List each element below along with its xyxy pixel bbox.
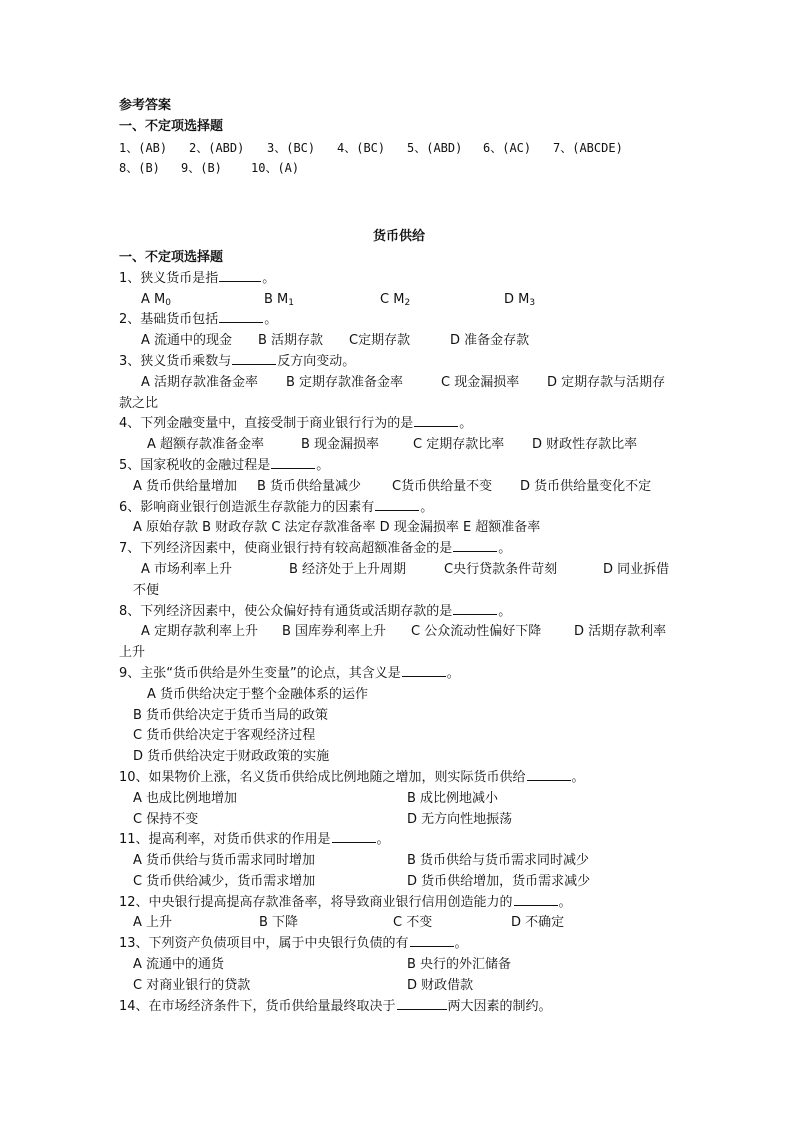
question-13-options-2 <box>119 976 679 997</box>
option-c: C 对商业银行的贷款 <box>133 977 251 993</box>
question-10: 10、如果物价上涨，名义货币供给成比例地随之增加，则实际货币供给 。 <box>119 769 585 785</box>
answer-item: 7、(ABCDE) <box>553 140 623 155</box>
question-10-options-2 <box>119 810 679 831</box>
answer-blank <box>332 830 376 843</box>
option-d: D 财政性存款比率 <box>532 437 638 453</box>
option-d: D 定期存款与活期存 <box>547 374 666 390</box>
option-d: D 同业拆借 <box>603 561 670 577</box>
question-2: 2、基础货币包括 。 <box>119 312 278 328</box>
question-14: 14、在市场经济条件下，货币供给量最终取决于 两大因素的制约。 <box>119 998 552 1014</box>
question-5-options <box>119 477 679 498</box>
question-2-options <box>119 331 679 352</box>
option-d: D 无方向性地振荡 <box>407 811 513 827</box>
option-a: A 也成比例地增加 <box>133 790 238 806</box>
option-b: B 货币供给决定于货币当局的政策 <box>133 707 329 723</box>
answer-item: 9、(B) <box>181 161 222 176</box>
answer-blank <box>271 456 315 469</box>
answer-item: 8、(B) <box>119 161 160 176</box>
option-c: C 货币供给决定于客观经济过程 <box>133 728 316 744</box>
option-c: C 定期存款比率 <box>413 437 505 453</box>
question-7: 7、下列经济因素中，使商业银行持有较高超额准备金的是 。 <box>119 541 512 557</box>
question-7-options <box>119 560 679 581</box>
option-b: B 货币供给与货币需求同时减少 <box>407 853 590 869</box>
answer-item: 5、(ABD) <box>407 140 463 155</box>
answer-item: 2、(ABD) <box>189 140 245 155</box>
answer-item: 3、(BC) <box>267 140 316 155</box>
answer-blank <box>375 498 419 511</box>
answers-section: 一、不定项选择题 <box>119 118 224 134</box>
chapter-section: 一、不定项选择题 <box>119 249 224 265</box>
option-d: D 财政借款 <box>407 977 474 993</box>
question-11: 11、提高利率，对货币供求的作用是 。 <box>119 832 390 848</box>
answer-blank <box>453 602 497 615</box>
option-b: B 国库券利率上升 <box>282 624 387 640</box>
option-c: C $M_2$ <box>380 291 411 308</box>
question-9: 9、主张“货币供给是外生变量”的论点，其含义是 。 <box>119 665 460 681</box>
option-b: B 央行的外汇储备 <box>407 957 512 973</box>
answer-blank <box>219 310 263 323</box>
answer-blank <box>397 997 447 1010</box>
option-d: D 货币供给量变化不定 <box>520 478 652 494</box>
answer-blank <box>402 664 446 677</box>
question-8-continuation: 上升 <box>119 645 146 661</box>
question-4-options <box>119 435 679 456</box>
option-d: D 不确定 <box>511 915 565 931</box>
option-b: B 下降 <box>259 915 299 931</box>
question-3-continuation: 款之比 <box>119 395 159 411</box>
option-d: D 货币供给决定于财政政策的实施 <box>133 749 330 765</box>
question-11-options-2 <box>119 872 679 893</box>
question-1-options <box>119 290 679 311</box>
question-13-options-1 <box>119 955 679 976</box>
option-c: C 不变 <box>393 915 433 931</box>
question-10-options-1 <box>119 789 679 810</box>
option-a: A 上升 <box>133 915 173 931</box>
option-a: A 流通中的通货 <box>133 957 225 973</box>
question-8: 8、下列经济因素中，使公众偏好持有通货或活期存款的是 。 <box>119 603 512 619</box>
option-b: B 定期存款准备金率 <box>286 374 404 390</box>
question-8-options <box>119 622 679 643</box>
answer-item: 6、(AC) <box>483 140 532 155</box>
option-b: B 经济处于上升周期 <box>289 561 407 577</box>
answer-blank <box>219 269 261 282</box>
question-3: 3、狭义货币乘数与 反方向变动。 <box>119 353 356 369</box>
answers-title: 参考答案 <box>119 98 172 113</box>
option-a: A 市场利率上升 <box>141 561 233 577</box>
option-c: C 公众流动性偏好下降 <box>411 624 542 640</box>
answer-blank <box>410 934 454 947</box>
answers-row-1 <box>119 138 679 159</box>
option-a: A 流通中的现金 <box>141 333 233 349</box>
question-11-options-1 <box>119 851 679 872</box>
chapter-title: 货币供给 <box>372 229 425 245</box>
answer-item: 1、(AB) <box>119 140 168 155</box>
question-6-options: A 原始存款 B 财政存款 C 法定存款准备率 D 现金漏损率 E 超额准备率 <box>133 520 541 536</box>
answer-blank <box>514 893 558 906</box>
option-b: B 成比例地减小 <box>407 790 499 806</box>
option-a: A $M_0$ <box>141 291 171 308</box>
option-a: A 货币供给量增加 <box>133 478 238 494</box>
option-c: C货币供给量不变 <box>392 478 493 494</box>
question-13: 13、下列资产负债项目中，属于中央银行负债的有 。 <box>119 936 468 952</box>
question-3-options <box>119 373 679 394</box>
option-a: A 货币供给决定于整个金融体系的运作 <box>147 686 369 702</box>
question-7-continuation: 不便 <box>133 582 160 598</box>
option-c: C 现金漏损率 <box>441 374 520 390</box>
answer-item: 4、(BC) <box>337 140 386 155</box>
option-a: A 活期存款准备金率 <box>141 374 259 390</box>
answers-row-2 <box>119 158 679 179</box>
question-5: 5、国家税收的金融过程是 。 <box>119 457 330 473</box>
answer-blank <box>414 414 458 427</box>
option-b: B $M_1$ <box>264 291 295 308</box>
option-c: C 保持不变 <box>133 811 199 827</box>
option-d: D 货币供给增加，货币需求减少 <box>407 873 591 889</box>
option-c: C央行贷款条件苛刻 <box>444 561 558 577</box>
answer-blank <box>527 768 571 781</box>
question-12: 12、中央银行提高提高存款准备率，将导致商业银行信用创造能力的 。 <box>119 894 572 910</box>
option-a: A 定期存款利率上升 <box>141 624 259 640</box>
option-c: C 货币供给减少，货币需求增加 <box>133 873 316 889</box>
question-1: 1、狭义货币是指 。 <box>119 270 276 286</box>
option-b: B 活期存款 <box>258 333 324 349</box>
option-d: D $M_3$ <box>504 291 536 308</box>
question-6: 6、影响商业银行创造派生存款能力的因素有 。 <box>119 499 434 515</box>
question-4: 4、下列金融变量中，直接受制于商业银行行为的是 。 <box>119 416 473 432</box>
option-a: A 货币供给与货币需求同时增加 <box>133 853 316 869</box>
document-page <box>119 96 679 1017</box>
option-b: B 现金漏损率 <box>301 437 380 453</box>
option-a: A 超额存款准备金率 <box>147 437 265 453</box>
question-12-options <box>119 913 679 934</box>
option-b: B 货币供给量减少 <box>257 478 362 494</box>
option-d: D 活期存款利率 <box>574 624 667 640</box>
option-c: C定期存款 <box>349 333 411 349</box>
answer-item: 10、(A) <box>251 161 300 176</box>
answer-blank <box>453 539 497 552</box>
answer-blank <box>232 352 276 365</box>
option-d: D 准备金存款 <box>450 333 530 349</box>
